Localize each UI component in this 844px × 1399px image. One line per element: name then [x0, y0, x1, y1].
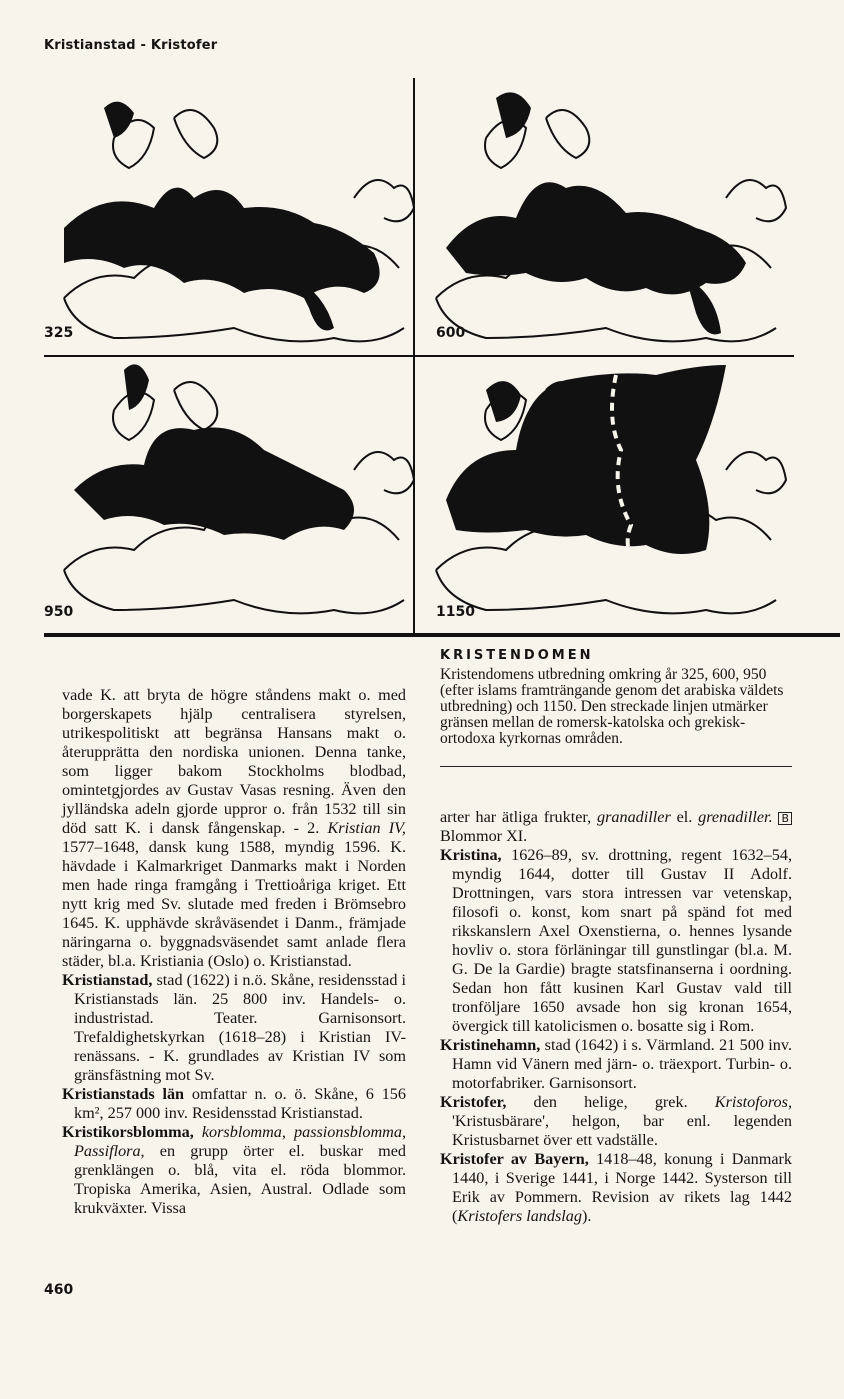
map-year-label-1150: 1150	[436, 604, 475, 620]
entry-headword: Kristianstad,	[62, 971, 153, 989]
entry-text: 1418–48, konung i Danmark 1440, i Sverige 1441, i Norge 1442. Systerson till Erik av Pommern. Revision av rikets lag 1442 (	[452, 1150, 792, 1225]
caption-text: Kristendomens utbredning omkring år 325, 600, 950 (efter islams framträngande genom det arabiska väldets utbredning) och 1150. Den streckade linjen utmärker gränsen mellan de romersk-katolska och grekisk-ortodoxa kyrkornas områden.	[440, 666, 784, 747]
christianity-maps-figure	[44, 78, 840, 638]
entry-kristofer-av-bayern	[440, 1150, 792, 1226]
entry-text: omfattar n. o. ö. Skåne, 6 156 km², 257 000 inv. Residensstad Kristianstad.	[74, 1085, 406, 1122]
entry-headword: Kristina,	[440, 846, 502, 864]
maps-illustration	[44, 78, 840, 638]
entry-text: stad (1642) i s. Värmland. 21 500 inv. Hamn vid Vänern med järn- o. träexport. Turbin- o. motorfabriker. Garnisonsort.	[452, 1036, 792, 1092]
entry-kristianstad	[62, 971, 406, 1085]
entry-headword: Kristofer,	[440, 1093, 507, 1111]
entry-text: Blommor XI.	[440, 827, 528, 845]
entry-kristian-continued	[62, 686, 406, 971]
entry-italic: Kristofers landslag	[457, 1207, 582, 1225]
entry-kristianstads-lan	[62, 1085, 406, 1123]
map-year-label-950: 950	[44, 604, 74, 620]
entry-text: 1626–89, sv. drottning, regent 1632–54, myndig 1644, dotter till Gustav II Adolf. Drottningen, vars stora intressen var vetenskap, filosofi o. konst, kom snart på spänd fot med rikskanslern Axel Oxenstierna, o. hennes lysande hovliv o. stora förläningar till gunstlingar (bl.a. M. G. De la Gardie) bragte statsfinanserna i oordning. Sedan hon fått kusinen Karl Gustav vald till tronföljare 1650 avsade hon sig kronan 1654, övergick till katolicismen o. bosatte sig i Rom.	[452, 846, 792, 1035]
entry-kristikorsblomma-continued	[440, 808, 792, 846]
right-column	[440, 808, 792, 1226]
map-325	[64, 102, 414, 342]
entry-italic: grenadiller.	[698, 808, 773, 826]
map-600	[436, 92, 786, 341]
running-head: Kristianstad - Kristofer	[44, 38, 218, 53]
entry-text: 1577–1648, dansk kung 1588, myndig 1596. K. hävdade i Kalmarkriget Danmarks makt i Norden men hade ringa framgång i Trettioåriga kriget. Ett nytt krig med Sv. slutade med freden i Brömsebro 1645. K. upphävde skråväsendet i Danm., främjade näringarna o. byggnadsväsendet samt anlade flera städer, bl.a. Kristiania (Oslo) o. Kristianstad.	[62, 838, 406, 970]
entry-italic: Kristoforos,	[714, 1093, 792, 1111]
page-number: 460	[44, 1282, 74, 1298]
entry-headword: Kristianstads län	[62, 1085, 185, 1103]
entry-kristinehamn	[440, 1036, 792, 1093]
entry-headword: Kristikorsblomma,	[62, 1123, 194, 1141]
entry-text: den helige, grek.	[506, 1093, 715, 1111]
caption-divider	[440, 766, 792, 767]
entry-text: ).	[581, 1207, 592, 1225]
map-950	[64, 364, 414, 613]
entry-text: en grupp örter el. buskar med grenklängen o. blå, vita el. röda blommor. Tropiska Amerika, Asien, Austral. Odlade som krukväxter. Vissa	[74, 1142, 406, 1217]
entry-text: stad (1622) i n.ö. Skåne, residensstad i Kristianstads län. 25 800 inv. Handels- o. industristad. Teater. Garnisonsort. Trefaldighetskyrkan (1618–28) i Kristian IV-renässans. - K. grundlades av Kristian IV som gränsfästning mot Sv.	[74, 971, 406, 1084]
entry-kristikorsblomma	[62, 1123, 406, 1218]
map-year-label-600: 600	[436, 325, 466, 341]
entry-text: 'Kristusbärare', helgon, bar enl. legenden Kristusbarnet över ett vadställe.	[452, 1112, 792, 1149]
left-column	[62, 686, 406, 1218]
entry-kristina	[440, 846, 792, 1036]
entry-italic: Kristian IV,	[327, 819, 406, 837]
entry-italic: korsblomma, passionsblomma, Passiflora,	[74, 1123, 406, 1160]
entry-text: vade K. att bryta de högre ståndens makt o. med borgerskapets hjälp centralisera styrelsen, utrikespolitiskt att begränsa Hansans makt o. återupprätta den nordiska unionen. Denna tanke, som ligger bakom Stockholms blodbad, omintetgjordes av Gustav Vasas resning. Även den jylländska adeln gjorde uppror o. från 1532 till sin död satt K. i dansk fångenskap. - 2.	[62, 686, 406, 837]
map-year-label-325: 325	[44, 325, 74, 341]
entry-italic: granadiller	[597, 808, 671, 826]
entry-headword: Kristinehamn,	[440, 1036, 541, 1054]
illustration-reference-icon: B	[778, 812, 792, 825]
caption-title: KRISTENDOMEN	[440, 648, 594, 663]
map-1150	[436, 365, 786, 613]
entry-text: el.	[670, 808, 699, 826]
entry-kristofer	[440, 1093, 792, 1150]
entry-text: arter har ätliga frukter,	[440, 808, 597, 826]
entry-headword: Kristofer av Bayern,	[440, 1150, 589, 1168]
